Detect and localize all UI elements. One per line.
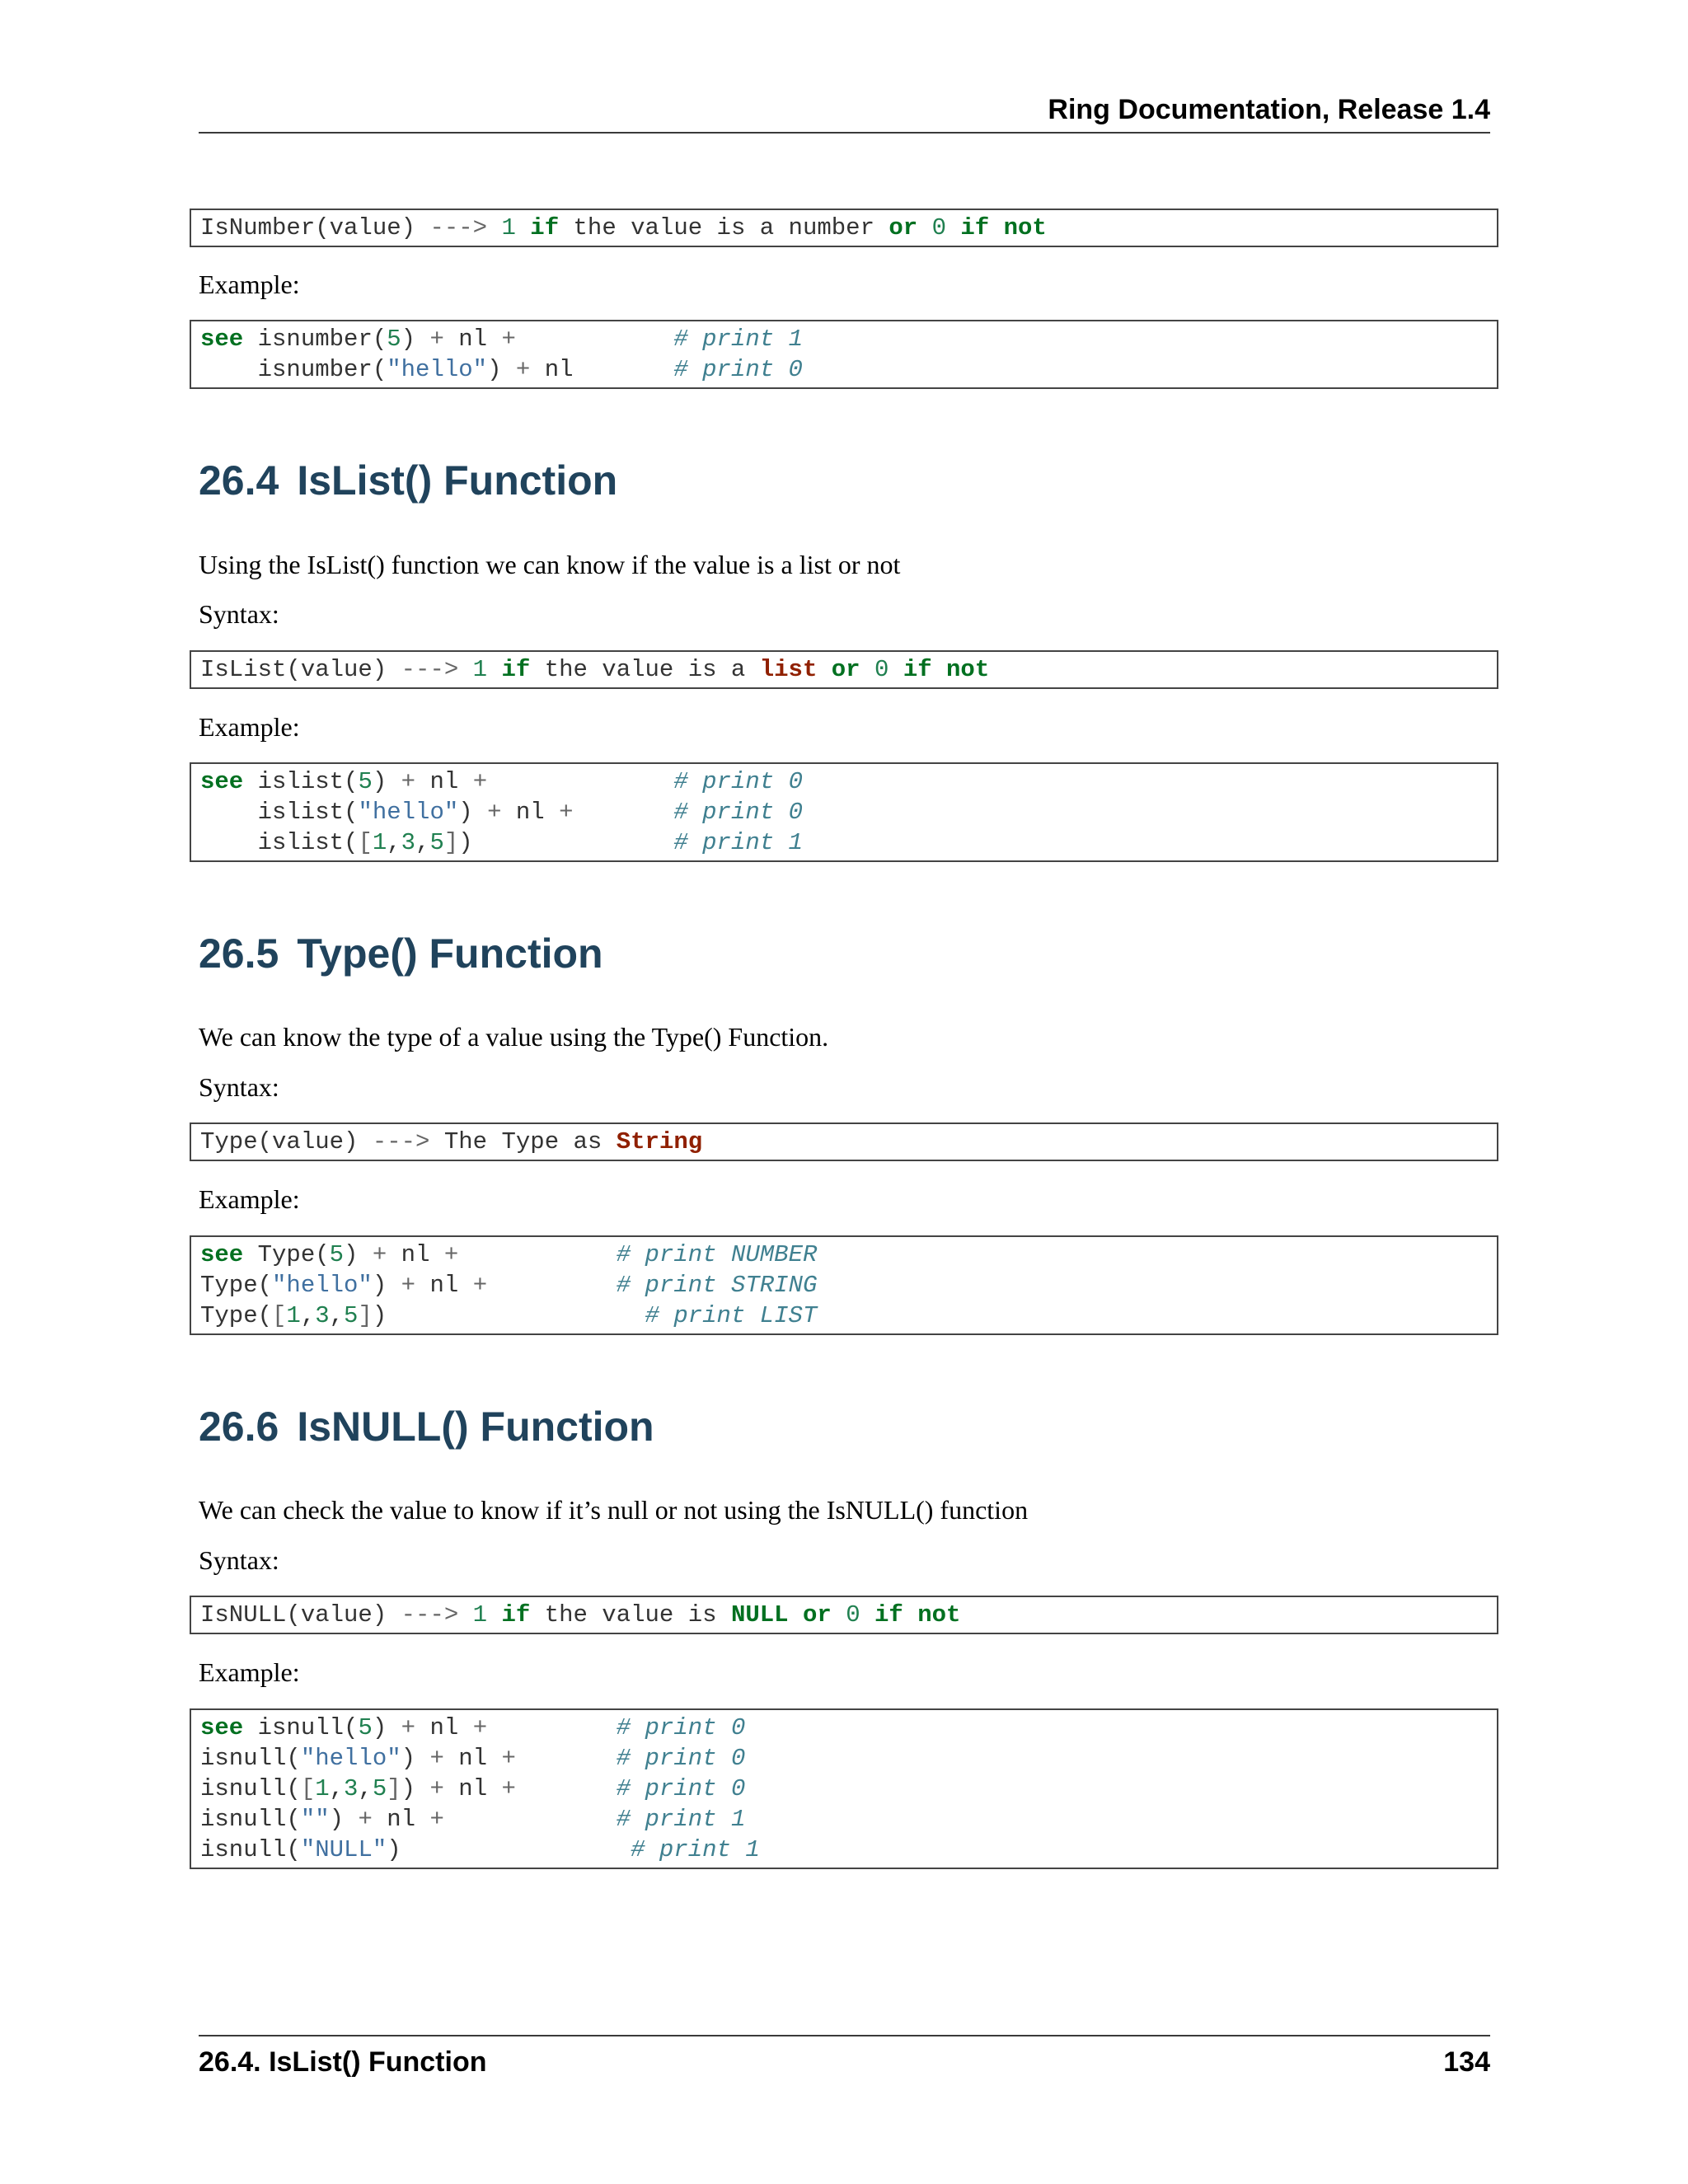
code-token: 5	[429, 829, 444, 856]
islist-intro: Using the IsList() function we can know if the value is a list or not	[199, 550, 901, 579]
code-token: +	[501, 1775, 516, 1802]
islist-example-code	[190, 762, 1498, 862]
code-line	[200, 213, 1488, 243]
code-token	[487, 656, 501, 683]
code-token: not	[1003, 214, 1047, 241]
page-footer	[199, 2035, 1490, 2086]
code-token: )	[372, 768, 401, 795]
code-token: "NULL"	[300, 1836, 387, 1863]
code-token: ,	[415, 829, 430, 856]
code-token: or	[889, 214, 918, 241]
islist-syntax-code	[190, 650, 1498, 689]
code-token: )	[458, 799, 488, 826]
code-token	[932, 656, 946, 683]
code-token: ,	[358, 1775, 373, 1802]
code-token: +	[472, 768, 488, 795]
heading-number: 26.6	[199, 1404, 279, 1450]
code-token: )	[401, 326, 430, 353]
code-token	[487, 1601, 501, 1629]
code-token: 3	[344, 1775, 359, 1802]
code-token: 1	[315, 1775, 330, 1802]
code-line	[200, 654, 1488, 685]
code-token: if	[874, 1601, 903, 1629]
code-token: or	[802, 1601, 832, 1629]
code-token	[458, 1241, 616, 1268]
code-token: if	[530, 214, 560, 241]
code-token: +	[372, 1241, 387, 1268]
code-token: # print 0	[616, 1745, 746, 1772]
code-line	[200, 1774, 1488, 1804]
code-token: nl	[443, 326, 502, 353]
page-number: 134	[1443, 2046, 1490, 2078]
code-token: [	[358, 829, 373, 856]
code-token: # print 0	[673, 768, 803, 795]
code-line	[200, 766, 1488, 797]
code-token: )	[372, 1714, 401, 1741]
code-token: # print 0	[616, 1775, 746, 1802]
code-token	[946, 214, 960, 241]
code-token	[889, 656, 903, 683]
code-line	[200, 354, 1488, 385]
code-token: +	[358, 1806, 373, 1833]
code-token: +	[429, 326, 444, 353]
type-syntax-code	[190, 1122, 1498, 1161]
code-token: not	[917, 1601, 961, 1629]
code-token: 1	[286, 1302, 301, 1329]
code-token: isnull(	[200, 1836, 301, 1863]
code-token: 0	[874, 656, 889, 683]
code-token: +	[501, 326, 516, 353]
code-token: "hello"	[358, 799, 459, 826]
code-token	[487, 1714, 617, 1741]
code-token: 5	[358, 1714, 373, 1741]
code-line	[200, 1127, 1488, 1157]
isnull-syntax-label: Syntax:	[199, 1545, 279, 1575]
isnumber-example-code	[190, 320, 1498, 389]
code-token: ""	[300, 1806, 330, 1833]
code-token: 0	[931, 214, 946, 241]
code-token: [	[300, 1775, 316, 1802]
code-token	[789, 1601, 803, 1629]
code-token	[516, 1775, 617, 1802]
code-token	[516, 326, 673, 353]
isnull-intro: We can check the value to know if it’s null or not using the IsNULL() function	[199, 1495, 1029, 1525]
type-example-code	[190, 1235, 1498, 1335]
code-line	[200, 797, 1488, 827]
code-token: see	[200, 326, 244, 353]
code-token: )	[372, 1272, 401, 1299]
code-token: +	[501, 1745, 516, 1772]
code-token	[444, 1806, 617, 1833]
code-token: 5	[358, 768, 373, 795]
code-token: +	[487, 799, 502, 826]
code-token: Type(	[200, 1302, 273, 1329]
type-intro: We can know the type of a value using the Type() Function.	[199, 1022, 829, 1052]
section-heading-islist	[199, 457, 617, 504]
code-token: ]	[358, 1302, 373, 1329]
code-token	[574, 799, 674, 826]
code-token: nl	[501, 799, 560, 826]
code-token: +	[401, 1714, 416, 1741]
code-token: "hello"	[300, 1745, 401, 1772]
code-token: list	[759, 656, 818, 683]
code-token: 1	[501, 214, 516, 241]
code-token: +	[443, 1241, 459, 1268]
code-token: isnull(	[243, 1714, 359, 1741]
code-token: # print 0	[673, 356, 803, 383]
code-line	[200, 1804, 1488, 1835]
code-token: the value is a number	[559, 214, 889, 241]
code-token: )	[344, 1241, 373, 1268]
header-title: Ring Documentation, Release 1.4	[1048, 94, 1490, 125]
code-token: IsList(value)	[200, 656, 401, 683]
code-token: +	[515, 356, 531, 383]
code-token: # print NUMBER	[616, 1241, 818, 1268]
code-token: The Type as	[429, 1128, 617, 1155]
code-line	[200, 1835, 1488, 1865]
code-token: nl	[415, 768, 473, 795]
code-line	[200, 827, 1488, 858]
type-syntax-label: Syntax:	[199, 1072, 279, 1102]
code-token: --->	[401, 656, 459, 683]
code-token: if	[501, 1601, 531, 1629]
code-token: nl	[443, 1745, 502, 1772]
code-token: +	[559, 799, 574, 826]
code-token: "hello"	[387, 356, 488, 383]
code-token	[487, 214, 501, 241]
code-token: ]	[443, 829, 459, 856]
code-token	[487, 768, 673, 795]
code-token: isnull(	[200, 1806, 301, 1833]
code-line	[200, 1600, 1488, 1630]
type-example-label: Example:	[199, 1184, 300, 1214]
code-token: +	[401, 1272, 416, 1299]
section-heading-type	[199, 930, 603, 977]
islist-example-label: Example:	[199, 712, 300, 742]
code-line	[200, 1270, 1488, 1301]
code-token: +	[429, 1775, 444, 1802]
heading-text: Type() Function	[297, 930, 603, 977]
code-token: )	[401, 1745, 430, 1772]
code-token: # print 0	[616, 1714, 746, 1741]
code-token: 5	[372, 1775, 387, 1802]
code-token: isnull(	[200, 1775, 301, 1802]
code-token: +	[429, 1806, 444, 1833]
code-token: Type(value)	[200, 1128, 373, 1155]
code-token: # print 1	[616, 1806, 746, 1833]
code-token	[832, 1601, 846, 1629]
code-token	[860, 1601, 874, 1629]
code-token: 3	[315, 1302, 330, 1329]
islist-syntax-label: Syntax:	[199, 599, 279, 629]
code-token: IsNumber(value)	[200, 214, 430, 241]
code-token: # print 1	[673, 326, 803, 353]
code-line	[200, 1240, 1488, 1270]
code-token	[458, 656, 472, 683]
code-token: 1	[372, 829, 387, 856]
code-token: isnull(	[200, 1745, 301, 1772]
code-token: ]	[387, 1775, 401, 1802]
code-token: 5	[344, 1302, 359, 1329]
code-token: nl	[387, 1241, 444, 1268]
code-token: 1	[472, 1601, 488, 1629]
code-token: "hello"	[272, 1272, 373, 1299]
code-token	[516, 214, 530, 241]
code-token: nl	[415, 1714, 473, 1741]
heading-number: 26.5	[199, 930, 279, 977]
code-token: nl	[443, 1775, 502, 1802]
isnull-example-label: Example:	[199, 1657, 300, 1687]
code-token: 1	[472, 656, 488, 683]
footer-section-title: 26.4. IsList() Function	[199, 2046, 487, 2078]
code-token: # print STRING	[616, 1272, 818, 1299]
code-token: )	[387, 1836, 631, 1863]
code-token: )	[401, 1775, 430, 1802]
code-token: --->	[401, 1601, 459, 1629]
code-token: see	[200, 768, 244, 795]
code-token: nl	[372, 1806, 430, 1833]
code-token: --->	[372, 1128, 430, 1155]
code-token: the value is	[530, 1601, 731, 1629]
code-token: Type(	[243, 1241, 330, 1268]
code-token: # print 1	[631, 1836, 760, 1863]
code-token: Type(	[200, 1272, 273, 1299]
code-token: 0	[846, 1601, 860, 1629]
code-token: not	[946, 656, 990, 683]
code-token: or	[831, 656, 860, 683]
code-line	[200, 1743, 1488, 1774]
section-heading-isnull	[199, 1403, 654, 1451]
code-token	[487, 1272, 617, 1299]
code-token: 5	[387, 326, 401, 353]
code-line	[200, 1713, 1488, 1743]
code-token: )	[458, 829, 674, 856]
code-token: +	[401, 768, 416, 795]
code-token	[817, 656, 831, 683]
code-token: # print LIST	[645, 1302, 818, 1329]
code-token: )	[487, 356, 516, 383]
code-token: the value is a	[530, 656, 760, 683]
code-token	[917, 214, 931, 241]
code-token: # print 1	[673, 829, 803, 856]
code-token: ,	[329, 1775, 345, 1802]
code-token: if	[903, 656, 932, 683]
code-token: if	[960, 214, 990, 241]
code-token: isnumber(	[243, 326, 387, 353]
code-token: ,	[300, 1302, 316, 1329]
code-token: 5	[329, 1241, 345, 1268]
code-token: ,	[329, 1302, 345, 1329]
code-token: nl	[530, 356, 674, 383]
code-token	[989, 214, 1003, 241]
code-token: )	[329, 1806, 359, 1833]
code-token: +	[472, 1272, 488, 1299]
isnull-example-code	[190, 1708, 1498, 1869]
code-line	[200, 1301, 1488, 1331]
code-token: see	[200, 1241, 244, 1268]
code-token: see	[200, 1714, 244, 1741]
code-token	[903, 1601, 917, 1629]
code-token: nl	[415, 1272, 473, 1299]
code-token: isnumber(	[200, 356, 387, 383]
heading-text: IsList() Function	[297, 457, 618, 504]
code-token	[458, 1601, 472, 1629]
code-token: NULL	[730, 1601, 789, 1629]
code-token: +	[429, 1745, 444, 1772]
code-token	[860, 656, 874, 683]
code-token: --->	[429, 214, 488, 241]
code-token: islist(	[200, 799, 359, 826]
page-header	[199, 89, 1490, 134]
code-token: if	[501, 656, 531, 683]
isnumber-syntax-code	[190, 209, 1498, 247]
code-token: +	[472, 1714, 488, 1741]
code-token: String	[616, 1128, 703, 1155]
code-token: islist(	[243, 768, 359, 795]
code-token: # print 0	[673, 799, 803, 826]
code-token: ,	[387, 829, 401, 856]
isnumber-example-label: Example:	[199, 269, 300, 299]
code-token: IsNULL(value)	[200, 1601, 401, 1629]
code-token: )	[372, 1302, 645, 1329]
heading-number: 26.4	[199, 457, 279, 504]
heading-text: IsNULL() Function	[297, 1404, 654, 1450]
code-token: 3	[401, 829, 416, 856]
code-token: islist(	[200, 829, 359, 856]
code-token: [	[272, 1302, 287, 1329]
isnull-syntax-code	[190, 1596, 1498, 1634]
code-line	[200, 324, 1488, 354]
code-token	[516, 1745, 617, 1772]
